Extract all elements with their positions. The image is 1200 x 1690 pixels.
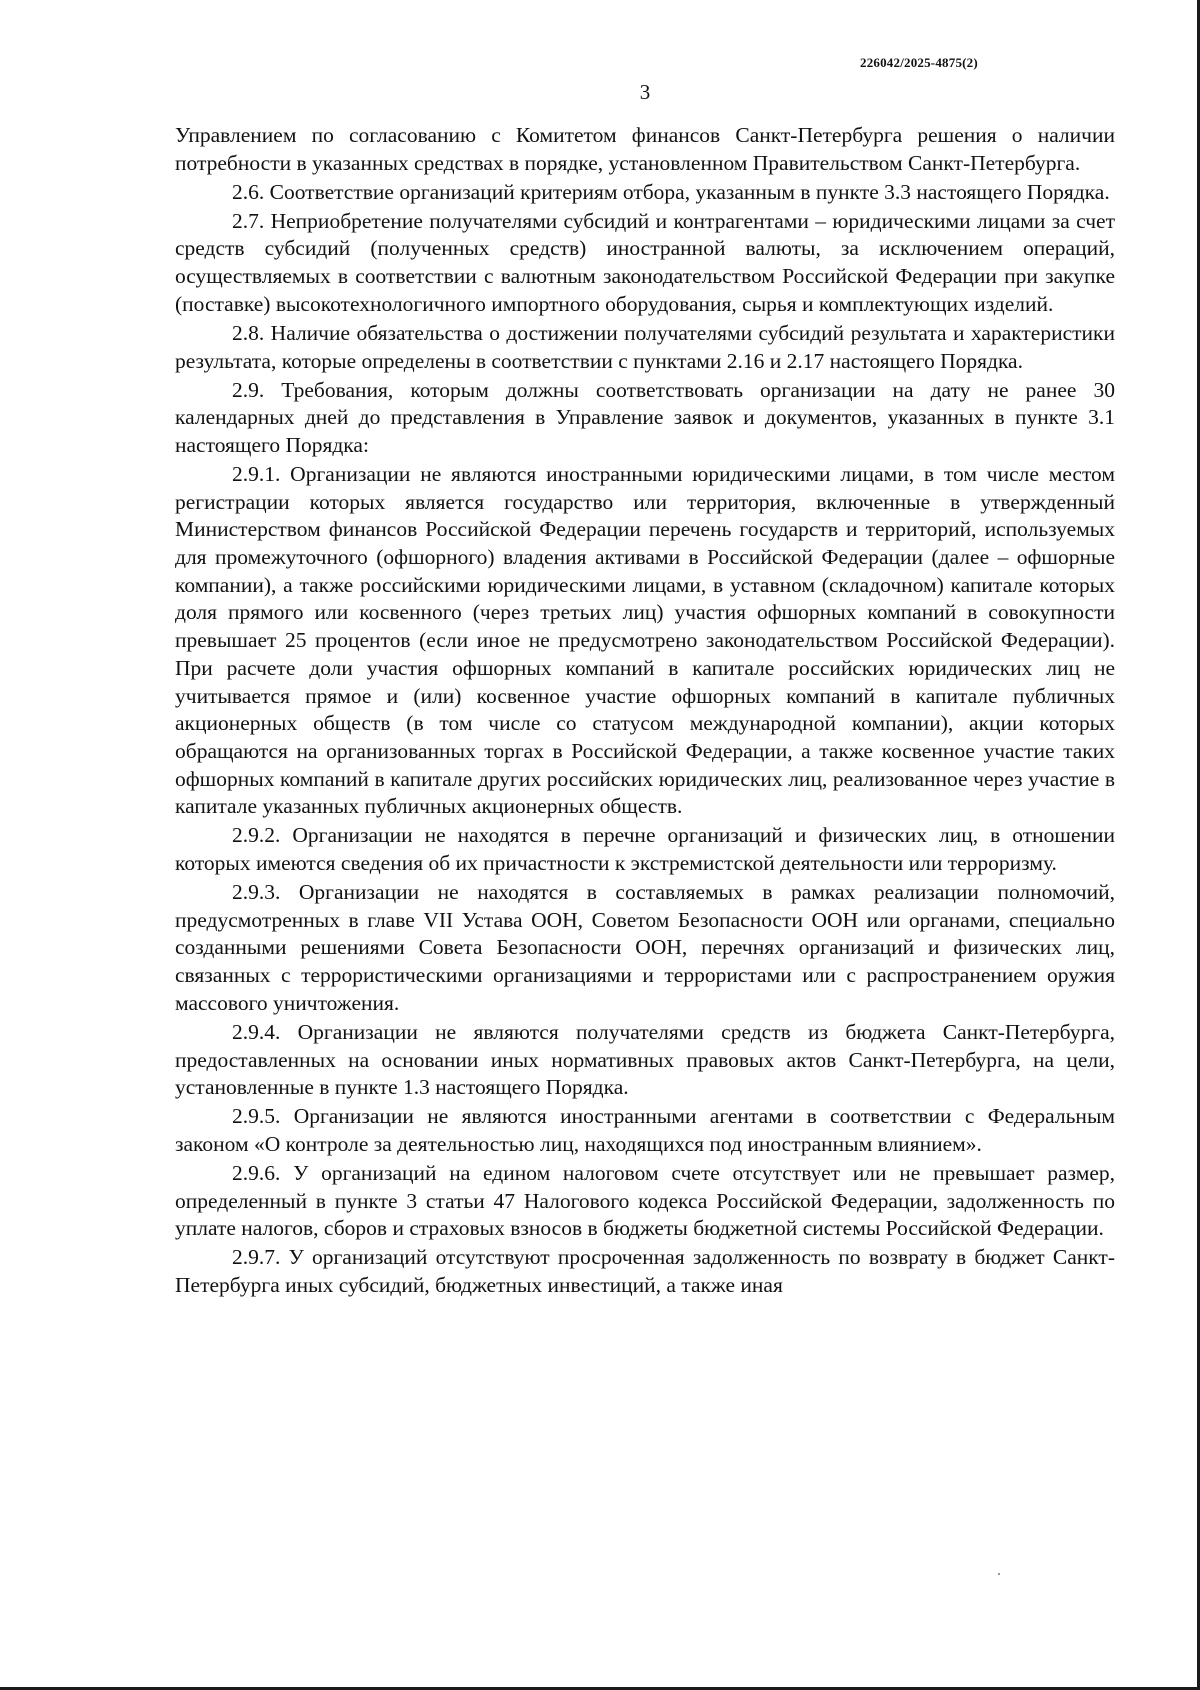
document-body bbox=[175, 122, 1115, 1301]
scan-speck bbox=[998, 1573, 1000, 1575]
paragraph-2-9: 2.9. Требования, которым должны соответствовать организации на дату не ранее 30 календарных дней до представления в Управление заявок и документов, указанных в пункте 3.1 настоящего Порядка: bbox=[175, 377, 1115, 457]
paragraph-2-8: 2.8. Наличие обязательства о достижении получателями субсидий результата и характеристики результата, которые определены в соответствии с пунктами 2.16 и 2.17 настоящего Порядка. bbox=[175, 320, 1115, 373]
paragraph-2-6: 2.6. Соответствие организаций критериям отбора, указанным в пункте 3.3 настоящего Порядка. bbox=[232, 179, 1110, 204]
document-registration-code: 226042/2025-4875(2) bbox=[860, 55, 978, 70]
paragraph-2-9-7: 2.9.7. У организаций отсутствуют просроченная задолженность по возврату в бюджет Санкт-Петербурга иных субсидий, бюджетных инвестиций, а также иная bbox=[175, 1245, 1115, 1298]
paragraph-2-9-2: 2.9.2. Организации не находятся в перечне организаций и физических лиц, в отношении которых имеются сведения об их причастности к экстремистской деятельности или терроризму. bbox=[175, 823, 1115, 876]
paragraph-2-7: 2.7. Неприобретение получателями субсидий и контрагентами – юридическими лицами за счет средств субсидий (полученных средств) иностранной валюты, за исключением операций, осуществляемых в соответствии с валютным законодательством Российской Федерации при закупке (поставке) высокотехнологичного импортного оборудования, сырья и комплектующих изделий. bbox=[175, 208, 1115, 316]
paragraph-continuation: Управлением по согласованию с Комитетом финансов Санкт-Петербурга решения о наличии потребности в указанных средствах в порядке, установленном Правительством Санкт-Петербурга. bbox=[175, 123, 1115, 175]
paragraph-2-9-4: 2.9.4. Организации не являются получателями средств из бюджета Санкт-Петербурга, предоставленных на основании иных нормативных правовых актов Санкт-Петербурга, на цели, установленные в пункте 1.3 настоящего Порядка. bbox=[175, 1019, 1115, 1100]
paragraph-2-9-6: 2.9.6. У организаций на едином налоговом счете отсутствует или не превышает размер, определенный в пункте 3 статьи 47 Налогового кодекса Российской Федерации, задолженность по уплате налогов, сборов и страховых взносов в бюджеты бюджетной системы Российской Федерации. bbox=[175, 1160, 1115, 1241]
paragraph-2-9-1: 2.9.1. Организации не являются иностранными юридическими лицами, в том числе местом регистрации которых является государство или территория, включенные в утвержденный Министерством финансов Российской Федерации перечень государств и территорий, используемых для промежуточного (офшорного) владения активами в Российской Федерации (далее – офшорные компании), а также российскими юридическими лицами, в уставном (складочном) капитале которых доля прямого или косвенного (через третьих лиц) участия офшорных компаний в совокупности превышает 25 процентов (если иное не предусмотрено законодательством Российской Федерации). При расчете доли участия офшорных компаний в капитале российских юридических лиц не учитывается прямое и (или) косвенное участие офшорных компаний в капитале публичных акционерных обществ (в том числе со статусом международной компании), акции которых обращаются на организованных торгах в Российской Федерации, а также косвенное участие таких офшорных компаний в капитале других российских юридических лиц, реализованное через участие в капитале указанных публичных акционерных обществ. bbox=[175, 461, 1115, 819]
paragraph-2-9-5: 2.9.5. Организации не являются иностранными агентами в соответствии с Федеральным законом «О контроле за деятельностью лиц, находящихся под иностранным влиянием». bbox=[175, 1104, 1115, 1156]
page-number: 3 bbox=[639, 80, 651, 104]
paragraph-2-9-3: 2.9.3. Организации не находятся в составляемых в рамках реализации полномочий, предусмотренных в главе VII Устава ООН, Советом Безопасности ООН или органами, специально созданными решениями Совета Безопасности ООН, перечнях организаций и физических лиц, связанных с террористическими организациями и террористами или с распространением оружия массового уничтожения. bbox=[175, 880, 1115, 1015]
